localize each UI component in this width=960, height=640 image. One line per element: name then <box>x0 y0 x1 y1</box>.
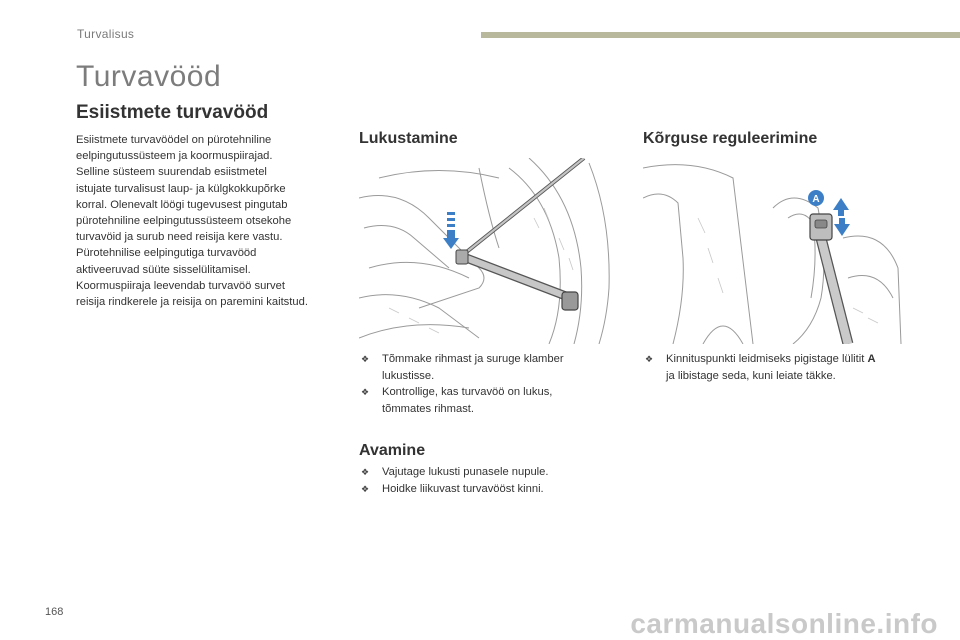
section-label: Turvalisus <box>77 27 135 41</box>
list-item <box>359 384 599 417</box>
step-text: Kontrollige, kas turvavöö on lukus, <box>382 386 553 398</box>
unlock-heading: Avamine <box>359 442 426 459</box>
intro-line: aktiveeruvad süüte sisselülitamisel. <box>76 263 251 276</box>
step-text: Hoidke liikuvast turvavööst kinni. <box>382 482 544 495</box>
height-steps <box>643 351 903 384</box>
lock-heading: Lukustamine <box>359 130 458 147</box>
bullet-marker-icon: ❖ <box>645 354 654 364</box>
intro-line: Koormuspiiraja leevendab turvavöö survet <box>76 279 285 292</box>
intro-line: Pürotehnilise eelpingutiga turvavööd <box>76 247 257 260</box>
seatbelt-height-illustration <box>643 158 903 344</box>
header-rule <box>481 32 960 38</box>
callout-badge <box>808 190 824 206</box>
step-text: tõmmates rihmast. <box>382 402 475 415</box>
intro-line: turvavöid ja surub need reisija kere vastu. <box>76 231 283 244</box>
list-item <box>643 351 903 384</box>
bullet-marker-icon: ❖ <box>361 387 370 397</box>
bullet-marker-icon: ❖ <box>361 467 370 477</box>
lock-steps <box>359 351 599 417</box>
callout-letter: A <box>812 194 820 205</box>
intro-paragraph <box>76 132 346 310</box>
step-text: Tõmmake rihmast ja suruge klamber <box>382 353 564 365</box>
intro-line: eelpingutussüsteem ja koormuspiirajad. <box>76 150 273 163</box>
bullet-marker-icon: ❖ <box>361 354 370 364</box>
step-text: lukustisse. <box>382 369 435 382</box>
intro-line: pürotehniline eelpingutussüsteem otsekohe <box>76 215 292 228</box>
page-title: Turvavööd <box>76 60 222 93</box>
intro-line: istujate turvalisust laup- ja külgkokkupõrke <box>76 182 286 195</box>
page-number: 168 <box>45 606 64 618</box>
bullet-marker-icon: ❖ <box>361 483 370 494</box>
intro-line: reisija rindkerele ja reisija on paremini kaitstud. <box>76 296 308 309</box>
intro-line: korral. Olenevalt löögi tugevusest pingutab <box>76 198 288 211</box>
intro-line: Esiistmete turvavöödel on pürotehniline <box>76 134 272 146</box>
step-text: Kinnituspunkti leidmiseks pigistage lülitit <box>666 353 868 365</box>
list-item <box>359 464 599 481</box>
step-text: ja libistage seda, kuni leiate täkke. <box>666 369 836 382</box>
pull-down-arrow-icon <box>443 212 459 249</box>
unlock-steps <box>359 464 599 497</box>
intro-line: Selline süsteem suurendab esiistmetel <box>76 166 267 179</box>
seatbelt-buckle-illustration <box>359 158 617 344</box>
list-item <box>359 481 599 498</box>
step-text: Vajutage lukusti punasele nupule. <box>382 466 549 478</box>
list-item <box>359 351 599 384</box>
adjust-up-down-arrow-icon <box>833 198 850 236</box>
main-heading: Esiistmete turvavööd <box>76 102 269 123</box>
watermark: carmanualsonline.info <box>630 608 938 639</box>
height-heading: Kõrguse reguleerimine <box>643 130 818 147</box>
step-switch-label: A <box>867 353 876 365</box>
